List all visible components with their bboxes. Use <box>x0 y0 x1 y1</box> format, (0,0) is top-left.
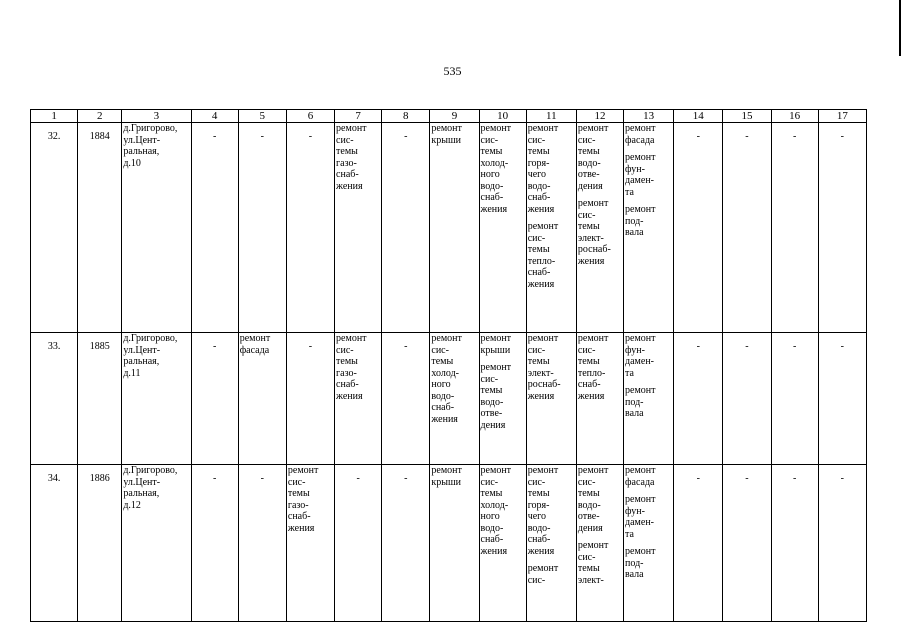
work-item: ремонт фун- дамен- та <box>625 494 656 540</box>
table-cell <box>723 123 771 333</box>
table-cell <box>624 333 674 465</box>
row-number: 32. <box>47 131 61 142</box>
column-header: 14 <box>674 110 723 123</box>
work-item: - <box>212 341 217 352</box>
object-id: 1884 <box>89 131 110 142</box>
work-item: - <box>308 341 313 352</box>
work-item: - <box>792 473 797 484</box>
table-cell <box>238 123 286 333</box>
work-item: ремонт крыши <box>431 465 462 488</box>
table-cell <box>286 333 334 465</box>
table-cell <box>771 465 818 622</box>
work-item: ремонт сис- темы газо- снаб- жения <box>287 465 319 534</box>
address-text: д.Григорово, ул.Цент- ральная, д.11 <box>123 333 178 379</box>
object-id: 1886 <box>89 473 110 484</box>
table-cell <box>624 465 674 622</box>
work-item: - <box>745 341 749 352</box>
work-item: ремонт сис- темы элект- роснаб- жения <box>527 333 561 402</box>
work-item: - <box>404 473 408 484</box>
work-item: - <box>404 341 408 352</box>
column-header: 13 <box>624 110 674 123</box>
work-item: ремонт сис- темы тепло- снаб- жения <box>577 333 609 402</box>
table-cell <box>335 465 382 622</box>
work-item: ремонт сис- темы холод- ного водо- снаб- жения <box>480 465 512 557</box>
work-item: ремонт сис- темы элект- <box>577 540 609 586</box>
work-item: ремонт сис- темы горя- чего водо- снаб- жения <box>527 123 559 215</box>
table-cell <box>526 123 576 333</box>
table-cell <box>771 123 818 333</box>
table-cell <box>191 465 238 622</box>
table-row <box>31 333 867 465</box>
table-cell <box>78 123 122 333</box>
work-item: ремонт сис- темы газо- снаб- жения <box>336 123 367 192</box>
table-cell <box>430 333 479 465</box>
work-item: ремонт сис- темы элект- роснаб- жения <box>577 198 611 267</box>
table-cell <box>335 333 382 465</box>
table-cell <box>479 123 526 333</box>
page-edge-mark <box>899 0 901 56</box>
table-cell <box>31 123 78 333</box>
column-header: 3 <box>122 110 191 123</box>
table-cell <box>674 123 723 333</box>
work-item: ремонт фун- дамен- та <box>625 152 656 198</box>
work-item: - <box>792 341 797 352</box>
work-item: ремонт сис- темы водо- отве- дения <box>577 123 609 192</box>
table-cell <box>430 123 479 333</box>
work-item: ремонт под- вала <box>625 546 656 580</box>
work-item: ремонт крыши <box>431 123 462 146</box>
column-header: 10 <box>479 110 526 123</box>
table-cell <box>286 465 334 622</box>
work-item: ремонт сис- <box>527 563 559 586</box>
table-cell <box>576 465 623 622</box>
work-item: - <box>840 131 845 142</box>
address-text: д.Григорово, ул.Цент- ральная, д.10 <box>123 123 178 169</box>
work-item: - <box>696 341 700 352</box>
work-item: - <box>745 131 749 142</box>
work-item: ремонт сис- темы холод- ного водо- снаб- жения <box>480 123 512 215</box>
column-header: 11 <box>526 110 576 123</box>
work-item: ремонт крыши <box>480 333 512 356</box>
table-cell <box>576 123 623 333</box>
work-item: - <box>404 131 408 142</box>
table-cell <box>818 123 866 333</box>
table-cell <box>382 123 430 333</box>
work-item: - <box>792 131 797 142</box>
table-cell <box>526 465 576 622</box>
table-cell <box>382 333 430 465</box>
row-number: 33. <box>47 341 61 352</box>
table-row <box>31 465 867 622</box>
work-item: ремонт фун- дамен- та <box>625 333 656 379</box>
table-cell <box>624 123 674 333</box>
column-header: 9 <box>430 110 479 123</box>
work-item: - <box>260 131 264 142</box>
column-header: 5 <box>238 110 286 123</box>
table-cell <box>818 465 866 622</box>
column-header: 1 <box>31 110 78 123</box>
work-item: ремонт сис- темы газо- снаб- жения <box>336 333 367 402</box>
table-cell <box>674 465 723 622</box>
table-cell <box>122 333 191 465</box>
table-cell <box>78 333 122 465</box>
column-header: 7 <box>335 110 382 123</box>
table-cell <box>335 123 382 333</box>
table-cell <box>31 333 78 465</box>
work-item: - <box>356 473 360 484</box>
table-cell <box>78 465 122 622</box>
table-cell <box>723 465 771 622</box>
page-number: 535 <box>443 64 462 78</box>
table-cell <box>479 333 526 465</box>
work-item: ремонт под- вала <box>625 385 656 419</box>
work-item: ремонт сис- темы горя- чего водо- снаб- жения <box>527 465 559 557</box>
table-cell <box>674 333 723 465</box>
work-item: - <box>840 341 845 352</box>
column-header: 2 <box>78 110 122 123</box>
table-cell <box>526 333 576 465</box>
work-item: - <box>212 473 217 484</box>
table-cell <box>31 465 78 622</box>
table-cell <box>479 465 526 622</box>
column-header: 15 <box>723 110 771 123</box>
work-item: - <box>308 131 313 142</box>
work-item: ремонт сис- темы тепло- снаб- жения <box>527 221 559 290</box>
table-cell <box>122 123 191 333</box>
table-row <box>31 123 867 333</box>
work-item: ремонт сис- темы холод- ного водо- снаб- жения <box>431 333 462 425</box>
work-item: - <box>212 131 217 142</box>
work-item: - <box>840 473 845 484</box>
column-header-row <box>31 110 867 123</box>
table-cell <box>723 333 771 465</box>
work-item: ремонт фасада <box>239 333 271 356</box>
column-header: 6 <box>286 110 334 123</box>
table-cell <box>286 123 334 333</box>
work-item: ремонт под- вала <box>625 204 656 238</box>
repair-program-table <box>30 109 867 622</box>
column-header: 4 <box>191 110 238 123</box>
work-item: ремонт фасада <box>625 465 656 488</box>
table-cell <box>238 465 286 622</box>
work-item: - <box>696 473 700 484</box>
table-cell <box>191 123 238 333</box>
object-id: 1885 <box>89 341 110 352</box>
address-text: д.Григорово, ул.Цент- ральная, д.12 <box>123 465 178 511</box>
table-cell <box>430 465 479 622</box>
work-item: ремонт сис- темы водо- отве- дения <box>480 362 512 431</box>
row-number: 34. <box>47 473 61 484</box>
column-header: 16 <box>771 110 818 123</box>
table-cell <box>191 333 238 465</box>
table-cell <box>576 333 623 465</box>
table-cell <box>771 333 818 465</box>
column-header: 12 <box>576 110 623 123</box>
table-cell <box>382 465 430 622</box>
work-item: - <box>745 473 749 484</box>
table-cell <box>818 333 866 465</box>
work-item: - <box>696 131 700 142</box>
work-item: ремонт сис- темы водо- отве- дения <box>577 465 609 534</box>
table-cell <box>238 333 286 465</box>
work-item: - <box>260 473 264 484</box>
column-header: 8 <box>382 110 430 123</box>
table-cell <box>122 465 191 622</box>
column-header: 17 <box>818 110 866 123</box>
work-item: ремонт фасада <box>625 123 656 146</box>
